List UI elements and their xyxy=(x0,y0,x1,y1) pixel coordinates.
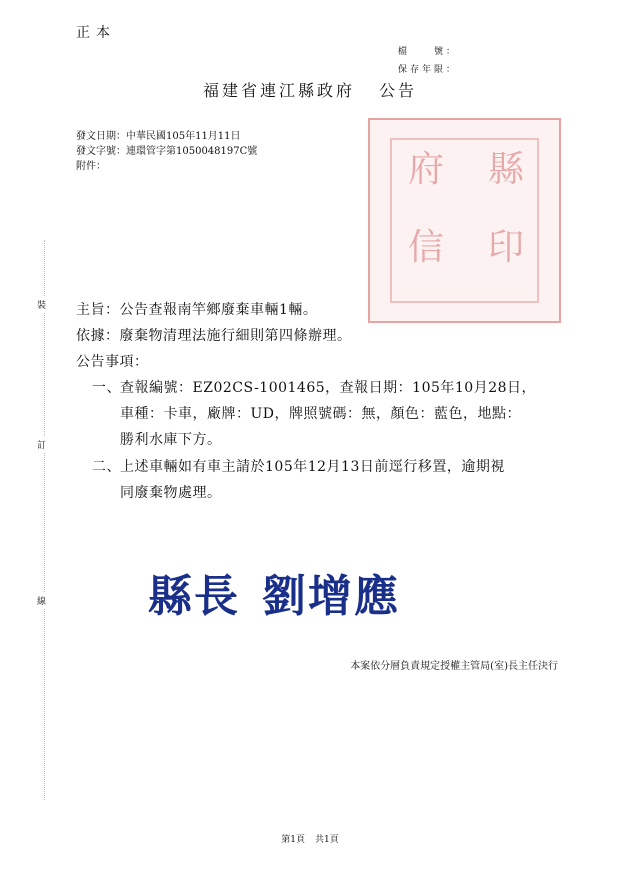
page-number: 第1頁 xyxy=(281,835,305,845)
item-line: 上述車輛如有車主請於105年12月13日前逕行移置，逾期視 xyxy=(120,459,505,475)
document-title xyxy=(0,78,620,101)
seal-glyph: 縣 xyxy=(488,149,525,190)
item-line: 查報編號：EZ02CS-1001465，查報日期：105年10月28日， xyxy=(120,380,537,396)
binding-line xyxy=(44,240,45,800)
item-line: 勝利水庫下方。 xyxy=(120,432,222,448)
issue-date: 發文日期：中華民國105年11月11日 xyxy=(76,131,241,142)
delegation-note: 本案依分層負責規定授權主管局(室)長主任決行 xyxy=(350,661,558,672)
issue-number: 發文字號：連環管字第1050048197C號 xyxy=(76,146,258,157)
retention-label: 保存年限： xyxy=(398,65,459,75)
margin-mark-bind: 裝 xyxy=(37,296,46,313)
agency-name: 福建省連江縣政府 xyxy=(202,81,355,100)
seal-glyph: 府 xyxy=(408,149,445,190)
margin-mark-line: 線 xyxy=(37,592,46,609)
basis-line: 依據：廢棄物清理法施行細則第四條辦理。 xyxy=(76,328,352,344)
signature-name: 劉增應 xyxy=(262,571,400,622)
document-type: 公告 xyxy=(379,81,418,100)
item-line: 同廢棄物處理。 xyxy=(120,485,222,501)
magistrate-signature xyxy=(148,560,400,624)
item-line: 車種：卡車，廠牌：UD，牌照號碼：無，顏色：藍色，地點： xyxy=(120,406,522,422)
official-seal xyxy=(368,118,561,323)
page-footer xyxy=(0,832,620,845)
item-number: 一、 xyxy=(92,380,121,396)
margin-mark-staple: 訂 xyxy=(37,436,46,453)
page-total: 共1頁 xyxy=(315,835,339,845)
items-heading: 公告事項： xyxy=(76,354,149,370)
seal-glyph: 信 xyxy=(408,227,445,268)
item-number: 二、 xyxy=(92,459,121,475)
seal-glyph: 印 xyxy=(488,227,525,268)
signature-title: 縣長 xyxy=(148,571,240,622)
file-number-label: 檔 號： xyxy=(398,47,459,57)
subject-line: 主旨：公告查報南竿鄉廢棄車輛1輛。 xyxy=(76,302,318,318)
attachment-label: 附件： xyxy=(76,161,106,172)
copy-mark: 正本 xyxy=(76,25,116,41)
